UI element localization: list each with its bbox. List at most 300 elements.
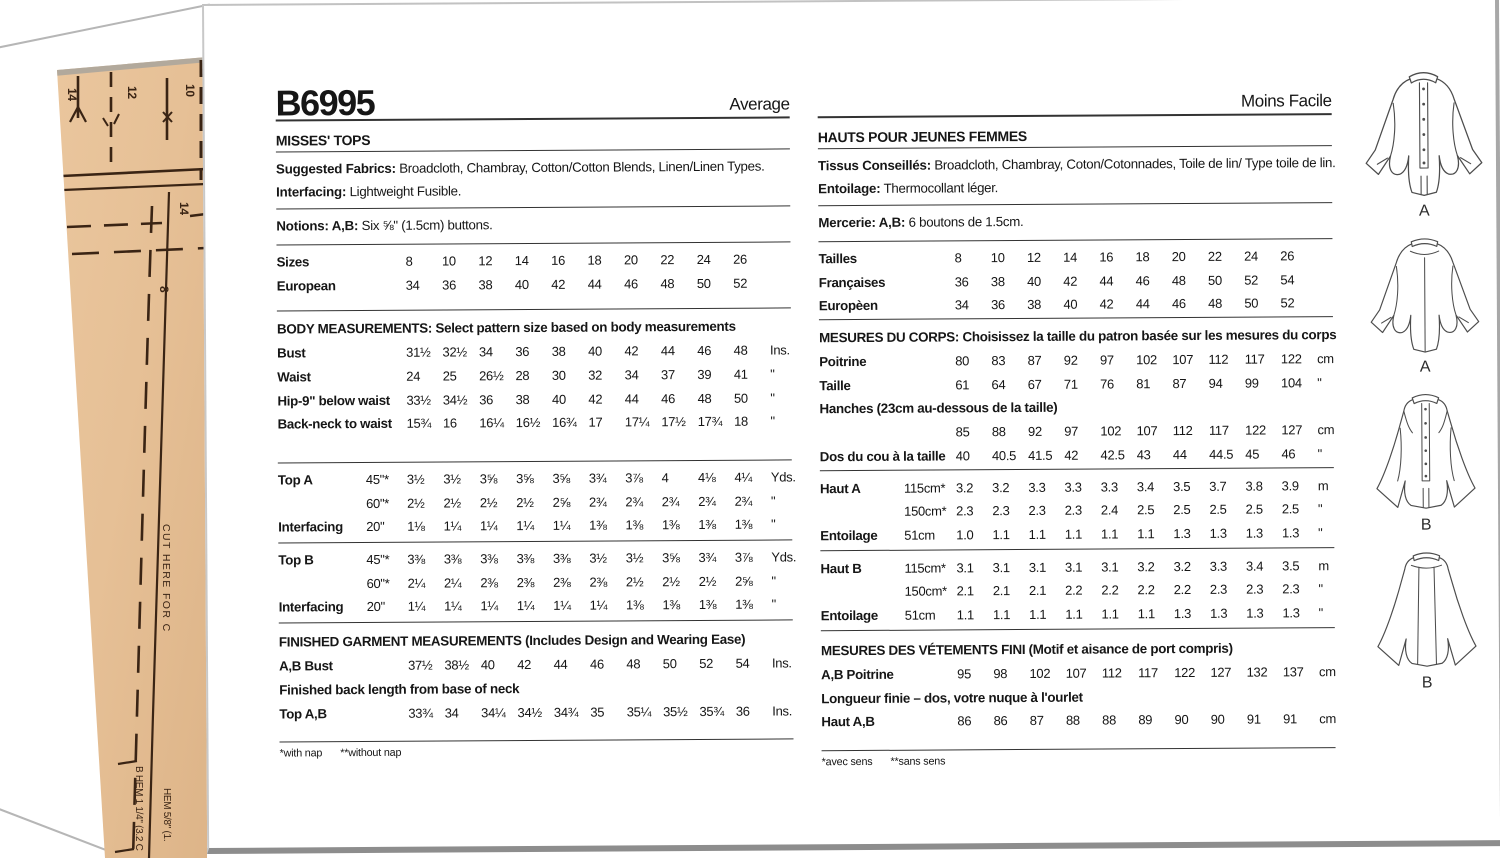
longueur-finie-subheading: Longueur finie – dos, votre nuque à l'ourlet — [821, 689, 1083, 706]
table-row — [279, 699, 793, 726]
tissue-pattern-piece — [0, 0, 212, 858]
cell: 34½ — [442, 391, 468, 408]
yardage-table-top-a — [277, 460, 796, 543]
cell: 41 — [733, 366, 748, 382]
hanches-table — [820, 418, 1334, 469]
cell: 42 — [551, 276, 566, 292]
cell: 48 — [626, 656, 641, 672]
cell: 48 — [1208, 295, 1223, 312]
cell: 43 — [1136, 447, 1151, 463]
cell: 1⅜ — [698, 517, 716, 533]
cell: 25 — [442, 368, 457, 384]
cell: 18 — [587, 252, 602, 268]
cell: 4⅛ — [697, 469, 716, 485]
cell: 34¾ — [553, 704, 579, 720]
cell: 2.1 — [992, 583, 1011, 599]
cell: 3⅜ — [407, 551, 425, 567]
cell: 50 — [1244, 295, 1259, 311]
cell: 2¾ — [661, 493, 680, 509]
cell: 2.3 — [1064, 502, 1082, 519]
cell: 67 — [1027, 376, 1042, 392]
cell: 80 — [955, 353, 970, 369]
mesures-vetements-table — [821, 660, 1335, 687]
cell: 44 — [1172, 446, 1187, 463]
cell: 40 — [1063, 296, 1078, 312]
cell: 28 — [515, 367, 530, 383]
cell: 1.3 — [1173, 606, 1192, 622]
cell: 50 — [696, 275, 711, 291]
cell: 1.3 — [1209, 525, 1227, 541]
cell: 102 — [1029, 665, 1051, 681]
cell: 1.1 — [1029, 606, 1047, 623]
finished-subheading-en: Finished back length from base of neck — [279, 681, 520, 698]
cell: 2⅜ — [516, 574, 535, 590]
cell: 3¾ — [698, 549, 717, 566]
cell: " — [1318, 525, 1323, 541]
pattern-number: B6995 — [275, 81, 375, 124]
cell: " — [770, 493, 776, 509]
cell: 3⅝ — [516, 470, 534, 487]
cell: European — [276, 277, 336, 294]
finished-garment-heading-en: FINISHED GARMENT MEASUREMENTS (Includes Design and Wearing Ease) — [278, 631, 746, 650]
tissue-size-label: 8 — [157, 286, 171, 293]
cell: 2.3 — [1282, 581, 1300, 597]
cell: 3⅝ — [552, 470, 570, 486]
cell: 1¼ — [444, 598, 462, 614]
cell: 35¾ — [699, 703, 724, 719]
cell — [820, 432, 956, 433]
interfacing-value-en: Lightweight Fusible. — [346, 182, 462, 199]
cell: 2.3 — [956, 503, 974, 519]
tissue-size-label: 14 — [65, 88, 79, 101]
view-label: A — [1418, 202, 1430, 220]
cell: Françaises — [818, 274, 886, 290]
table-row — [277, 271, 791, 298]
cell: 122 — [1174, 664, 1196, 680]
cell: 102 — [1100, 423, 1122, 439]
cell: 44 — [1135, 296, 1150, 312]
table-row — [278, 545, 797, 572]
cell: 2½ — [443, 495, 461, 511]
cell: 83 — [991, 353, 1006, 369]
cell: 107 — [1065, 665, 1087, 681]
cell: 34 — [624, 367, 639, 383]
cell: Yds. — [770, 469, 796, 485]
cell: 38 — [478, 276, 493, 292]
cell: 34½ — [517, 704, 542, 720]
cell: 30 — [551, 367, 566, 383]
cell: 76 — [1100, 376, 1115, 392]
cell: Waist — [277, 369, 311, 385]
cell: 48 — [697, 390, 712, 406]
cell: 3.2 — [1173, 558, 1191, 574]
cell: 35½ — [663, 703, 688, 719]
cell: 3⅜ — [480, 551, 498, 567]
cell: 88 — [1065, 713, 1080, 729]
cell: 3.8 — [1245, 478, 1263, 494]
cell: 1¼ — [480, 598, 498, 614]
cell: 31½ — [406, 344, 431, 360]
cell: 2.2 — [1101, 582, 1119, 598]
cell: 38 — [515, 391, 530, 407]
interfacing-line-en — [276, 178, 790, 204]
cell: 42 — [517, 657, 532, 673]
cell: 2.5 — [1245, 501, 1263, 517]
cell: 2.1 — [956, 583, 974, 599]
cell: 16½ — [515, 415, 541, 431]
cell: 2½ — [407, 495, 425, 511]
cell: 8 — [405, 253, 413, 269]
cell: 16 — [551, 252, 566, 268]
cell: 44 — [553, 656, 568, 672]
cell: 112 — [1172, 423, 1193, 439]
cell: 86 — [957, 713, 972, 729]
cell: 150cm* — [904, 583, 947, 600]
cell: 4 — [661, 470, 669, 486]
cell: 36 — [735, 703, 750, 719]
cell: 35 — [590, 704, 605, 720]
mercerie-line-fr — [818, 203, 1332, 242]
suggested-fabrics-label: Suggested Fabrics: — [275, 160, 396, 177]
cell: 52 — [733, 275, 748, 291]
cell: " — [770, 390, 775, 406]
garment-drawing-a-back — [1361, 228, 1488, 361]
cell: 92 — [1027, 424, 1042, 440]
cell: 2½ — [516, 494, 534, 510]
cell: 51cm — [904, 527, 935, 543]
cell: 1.3 — [1245, 525, 1263, 541]
cell: 127 — [1281, 422, 1303, 438]
table-row — [819, 370, 1333, 397]
cell: 14 — [1063, 249, 1078, 265]
cell: 2½ — [479, 494, 498, 510]
cell: 3⅜ — [552, 550, 571, 566]
cell: 3¾ — [588, 470, 607, 486]
cell: 36 — [479, 391, 494, 407]
cell: 1.1 — [992, 607, 1011, 623]
title-fr: HAUTS POUR JEUNES FEMMES — [818, 115, 1332, 149]
cell: 24 — [1244, 248, 1258, 264]
cell: 112 — [1101, 665, 1122, 681]
difficulty-rating-fr: Moins Facile — [1240, 91, 1332, 111]
cell: 36 — [990, 297, 1005, 313]
body-measurements-heading-en: BODY MEASUREMENTS: Select pattern size based on body measurements — [276, 319, 736, 337]
cell: Tailles — [818, 250, 857, 267]
masthead-fr — [817, 70, 1331, 118]
cell: 10 — [990, 249, 1005, 266]
cell: 37½ — [407, 657, 433, 673]
cell: 17¼ — [624, 414, 650, 430]
difficulty-rating-en: Average — [729, 94, 790, 114]
cell: 37 — [660, 367, 675, 383]
cell: 94 — [1208, 375, 1223, 391]
cell: 20 — [623, 252, 638, 268]
cell: 46 — [661, 390, 676, 406]
suggested-fabrics-line — [276, 155, 790, 181]
cell: 38 — [990, 273, 1005, 289]
table-row — [279, 651, 793, 678]
cell: Dos du cou à la taille — [819, 448, 946, 465]
table-row — [820, 442, 1334, 469]
cell — [278, 503, 366, 504]
cell: 2.5 — [1137, 502, 1155, 518]
cell: 1⅜ — [589, 517, 607, 533]
cell: 115cm* — [903, 480, 946, 496]
cell: 122 — [1245, 422, 1266, 438]
table-row — [821, 707, 1335, 734]
cell — [279, 583, 367, 584]
cell: " — [771, 573, 776, 589]
cell: 97 — [1064, 423, 1079, 440]
cell: 3.2 — [955, 479, 974, 496]
cell: 3.5 — [1173, 478, 1191, 494]
cell: 87 — [1027, 352, 1042, 368]
cell: 34 — [444, 705, 459, 721]
cell: Taille — [819, 377, 851, 393]
cell: 107 — [1136, 423, 1158, 439]
cell: 45"* — [366, 551, 390, 568]
cell: 24 — [696, 251, 711, 267]
table-row — [819, 267, 1333, 294]
cell: 40 — [588, 343, 603, 359]
cell: 2.3 — [1028, 503, 1046, 519]
cell: 50 — [733, 390, 748, 406]
cell: 46 — [1135, 272, 1150, 288]
english-column — [275, 73, 797, 760]
cell: Ins. — [772, 703, 793, 719]
cell: 137 — [1282, 664, 1304, 680]
cell: 3.2 — [992, 479, 1010, 495]
garment-drawing-b-front — [1362, 386, 1489, 519]
table-row — [820, 553, 1334, 580]
cell: 2½ — [662, 573, 680, 589]
cell: 1.1 — [1100, 526, 1119, 542]
cell: 4¼ — [734, 469, 752, 485]
interfacing-label-en: Interfacing: — [276, 183, 347, 200]
hanches-heading: Hanches (23cm au-dessous de la taille) — [819, 400, 1058, 417]
table-row — [819, 291, 1333, 318]
cell: 91 — [1283, 711, 1297, 727]
cell: 48 — [1171, 272, 1186, 288]
cell: 98 — [993, 665, 1008, 681]
cell: 18 — [1135, 249, 1150, 265]
cell: 117 — [1244, 351, 1265, 367]
cell: 2.3 — [1209, 582, 1228, 598]
cell: 64 — [991, 376, 1006, 392]
cell: Interfacing — [278, 599, 344, 615]
table-row — [277, 247, 791, 274]
cell: 2⅝ — [735, 573, 753, 589]
table-row — [818, 244, 1332, 271]
cell: 102 — [1136, 352, 1157, 368]
view-label: A — [1419, 358, 1431, 376]
cell: Ins. — [769, 342, 790, 358]
cell: 34¼ — [481, 704, 506, 721]
cell: 40 — [551, 391, 566, 407]
cell: 1⅜ — [662, 597, 680, 613]
cell: Haut B — [820, 560, 862, 576]
cell: 54 — [1280, 271, 1295, 287]
cell: 1¼ — [443, 518, 462, 534]
cell: 40 — [480, 657, 495, 673]
view-b-back — [1353, 544, 1500, 691]
cell: 122 — [1280, 351, 1302, 367]
cell: 44 — [624, 390, 639, 407]
cell: 22 — [660, 251, 675, 268]
cell: 12 — [1026, 249, 1041, 265]
cell: 2.2 — [1065, 583, 1083, 599]
cell: 60"* — [366, 495, 390, 511]
cell: 1.3 — [1173, 526, 1191, 542]
cell: 3.4 — [1245, 558, 1264, 574]
entoilage-line-fr — [818, 175, 1332, 201]
cell: 35¼ — [626, 704, 652, 720]
table-row — [821, 660, 1335, 687]
nap-footnote-en — [280, 740, 794, 760]
table-row — [821, 577, 1335, 604]
cell: Interfacing — [278, 519, 343, 535]
sans-sens-note: **sans sens — [890, 755, 946, 768]
table-row — [820, 418, 1334, 445]
cell: 132 — [1246, 664, 1268, 680]
cell: 44 — [587, 276, 602, 292]
cell: 2¾ — [625, 493, 643, 510]
cell: 38 — [1027, 297, 1042, 313]
table-row — [277, 409, 791, 436]
cell: 44.5 — [1209, 446, 1234, 462]
cell: 20" — [366, 519, 385, 535]
table-row — [277, 465, 796, 492]
cell: 1⅜ — [625, 597, 644, 613]
cell: 2.2 — [1137, 582, 1155, 598]
cell: " — [771, 596, 776, 612]
cell: 50 — [662, 656, 677, 672]
cell: 2¾ — [588, 494, 607, 510]
cell: 3.1 — [956, 560, 974, 576]
cell: 51cm — [904, 607, 936, 623]
cell: 2⅜ — [553, 574, 571, 590]
cell: 2⅜ — [589, 574, 608, 590]
cell: " — [1318, 605, 1323, 621]
cell: 42 — [588, 391, 603, 407]
cell: 42 — [1064, 447, 1079, 463]
table-row — [819, 347, 1333, 374]
notions-value-en: Six ⅝" (1.5cm) buttons. — [358, 217, 493, 234]
cell: 16 — [1099, 249, 1114, 265]
cell: 2¼ — [443, 575, 462, 591]
cell: 3.3 — [1209, 558, 1227, 574]
cell: Haut A,B — [821, 714, 875, 730]
cell: 32½ — [442, 344, 467, 360]
cell: m — [1318, 557, 1329, 573]
cell: 1.1 — [1064, 526, 1083, 542]
cell: cm — [1318, 663, 1336, 679]
cell: 16¾ — [552, 415, 577, 431]
cell: 1.3 — [1246, 605, 1264, 621]
cell: Back-neck to waist — [277, 416, 392, 432]
cell: 3⅞ — [734, 549, 753, 565]
cell: 3½ — [589, 550, 607, 566]
mercerie-label-fr: Mercerie: A,B: — [818, 214, 906, 231]
cell: 150cm* — [904, 503, 947, 520]
cell: 61 — [955, 376, 970, 392]
cell: 39 — [697, 366, 712, 382]
cell: Bust — [277, 345, 306, 361]
cell: 2.5 — [1209, 502, 1227, 518]
cell: 1¼ — [516, 518, 534, 534]
body-measurements-table-en — [277, 338, 792, 436]
cell: 15¾ — [406, 415, 432, 432]
cell: 17 — [588, 414, 603, 430]
cell: 104 — [1280, 374, 1302, 391]
cell: 87 — [1172, 375, 1187, 391]
cell: 1⅜ — [661, 517, 680, 533]
table-row — [820, 497, 1334, 524]
sizes-table-en — [276, 242, 790, 312]
cell: 34 — [954, 297, 969, 313]
tissue-cut-here-text: CUT HERE FOR C — [160, 524, 172, 633]
cell: 40 — [955, 448, 970, 464]
cell: 46 — [697, 343, 712, 359]
cell: 42.5 — [1100, 447, 1125, 463]
cell: 2.2 — [1173, 582, 1191, 598]
table-row — [277, 362, 791, 389]
cell: 1.3 — [1210, 605, 1228, 621]
cell: 1.1 — [956, 607, 974, 623]
cell: 117 — [1137, 664, 1158, 681]
cell: 1¼ — [479, 518, 498, 534]
cell: A,B Bust — [279, 658, 333, 674]
cell: 1¼ — [589, 597, 608, 614]
cell: 90 — [1174, 712, 1189, 728]
table-row — [278, 569, 792, 596]
cell: 3⅜ — [443, 551, 462, 567]
table-row — [821, 601, 1335, 628]
cell: 22 — [1207, 248, 1222, 264]
tissue-size-label: 14 — [177, 202, 191, 215]
view-label: B — [1421, 674, 1433, 692]
cell: 3⅞ — [625, 470, 643, 486]
cell: 2½ — [698, 573, 717, 589]
finished-table2-en — [279, 699, 793, 726]
cell: 2⅝ — [552, 494, 571, 510]
cell: 1.1 — [1101, 606, 1119, 622]
table-row — [277, 386, 791, 413]
cell: Sizes — [276, 254, 310, 270]
cell: Top A,B — [279, 706, 327, 722]
garment-drawing-b-back — [1363, 544, 1490, 677]
finished-table-en — [279, 651, 793, 678]
cell: cm — [1319, 711, 1337, 727]
view-b-front — [1352, 386, 1499, 533]
cell: 12 — [478, 253, 493, 269]
cell: " — [1317, 501, 1323, 517]
cell: 44 — [660, 343, 675, 359]
tissus-conseilles-value: Broadcloth, Chambray, Coton/Cotonnades, Toile de lin/ Type toile de lin. — [930, 155, 1336, 173]
cell: 10 — [441, 253, 456, 269]
cell: 18 — [734, 413, 748, 430]
cell: 3.7 — [1209, 478, 1227, 494]
cell: " — [770, 413, 775, 429]
cell: 16¼ — [479, 415, 504, 431]
cell: 48 — [733, 342, 748, 358]
cell: 81 — [1136, 375, 1151, 391]
cell: 20 — [1171, 248, 1186, 264]
envelope-flap-top-edge — [0, 4, 210, 49]
cell: 32 — [588, 367, 603, 383]
nap-footnote-fr — [822, 748, 1336, 768]
cell: 1¼ — [553, 598, 571, 614]
